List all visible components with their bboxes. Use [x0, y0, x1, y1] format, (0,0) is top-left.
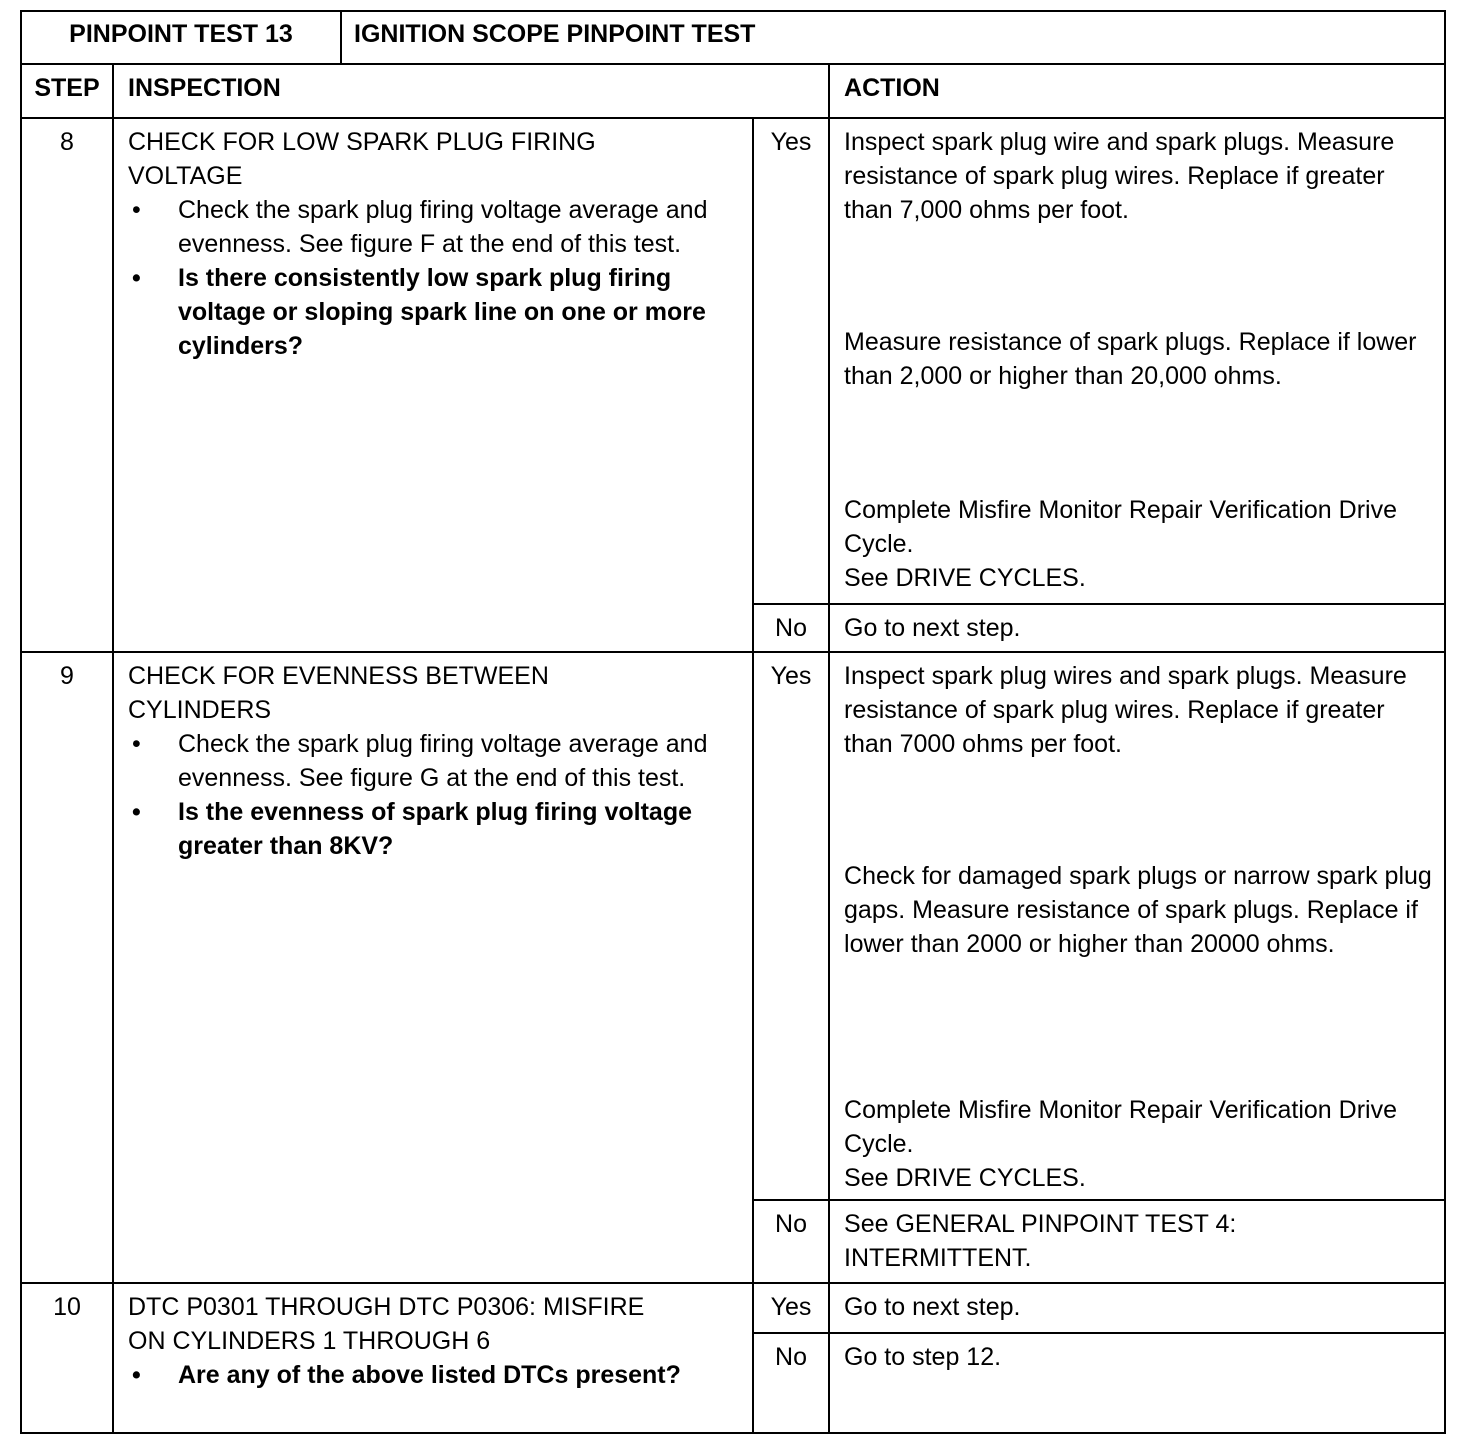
action-text: Inspect spark plug wires and spark plugs. Measure resistance of spark plug wires. Replace if greater than 7000 ohms per foot. [844, 662, 1407, 758]
step-10-yes-row [21, 1283, 1445, 1333]
inspection-heading: CHECK FOR LOW SPARK PLUG FIRING VOLTAGE [128, 128, 596, 190]
inspection-instruction: • Check the spark plug firing voltage average and evenness. See figure F at the end of this test. [128, 193, 740, 261]
column-header-row [21, 64, 1445, 118]
pinpoint-test-table [20, 10, 1446, 1434]
no-action: Go to step 12. [829, 1333, 1445, 1433]
action-text: Complete Misfire Monitor Repair Verification Drive Cycle. [844, 1096, 1397, 1158]
no-label: No [753, 1200, 829, 1283]
inspection-bullets [128, 193, 740, 363]
yes-label: Yes [753, 118, 829, 604]
test-title-cell [341, 11, 1445, 64]
inspection-question: • Is there consistently low spark plug firing voltage or sloping spark line on one or more cylinders? [128, 261, 740, 363]
yes-action-cell [829, 652, 1445, 1200]
step-8-yes-row [21, 118, 1445, 604]
action-text: Measure resistance of spark plugs. Replace if lower than 2,000 or higher than 20,000 ohms. [844, 328, 1417, 390]
pinpoint-test-sheet [20, 10, 1444, 1427]
test-number: PINPOINT TEST 13 [69, 20, 293, 48]
no-action: See GENERAL PINPOINT TEST 4: INTERMITTENT. [829, 1200, 1445, 1283]
action-reference: See DRIVE CYCLES. [844, 564, 1086, 592]
test-number-cell [21, 11, 341, 64]
no-label: No [753, 604, 829, 652]
action-text: Inspect spark plug wire and spark plugs. Measure resistance of spark plug wires. Replace if greater than 7,000 ohms per foot. [844, 128, 1395, 224]
action-text: Check for damaged spark plugs or narrow spark plug gaps. Measure resistance of spark plugs. Replace if lower than 2000 or higher than 20000 ohms. [844, 862, 1432, 958]
title-row [21, 11, 1445, 64]
yes-label: Yes [753, 1283, 829, 1333]
inspection-cell [113, 652, 753, 1283]
step-9-yes-row [21, 652, 1445, 1200]
inspection-heading: CHECK FOR EVENNESS BETWEEN CYLINDERS [128, 662, 549, 724]
step-column-header: STEP [21, 64, 113, 118]
inspection-heading: DTC P0301 THROUGH DTC P0306: MISFIRE ON CYLINDERS 1 THROUGH 6 [128, 1293, 645, 1355]
step-number: 8 [21, 118, 113, 652]
yes-label: Yes [753, 652, 829, 1200]
inspection-question: • Is the evenness of spark plug firing voltage greater than 8KV? [128, 795, 740, 863]
inspection-question: • Are any of the above listed DTCs present? [128, 1358, 740, 1392]
test-title: IGNITION SCOPE PINPOINT TEST [354, 20, 756, 48]
action-column-header: ACTION [829, 64, 1445, 118]
inspection-cell [113, 118, 753, 652]
inspection-column-header: INSPECTION [113, 64, 829, 118]
inspection-bullets [128, 727, 740, 863]
step-number: 9 [21, 652, 113, 1283]
yes-action-cell [829, 118, 1445, 604]
yes-action: Go to next step. [829, 1283, 1445, 1333]
action-reference: See DRIVE CYCLES. [844, 1164, 1086, 1192]
step-number: 10 [21, 1283, 113, 1433]
no-action: Go to next step. [829, 604, 1445, 652]
inspection-instruction: • Check the spark plug firing voltage average and evenness. See figure G at the end of this test. [128, 727, 740, 795]
no-label: No [753, 1333, 829, 1433]
action-text: Complete Misfire Monitor Repair Verification Drive Cycle. [844, 496, 1397, 558]
inspection-bullets [128, 1358, 740, 1392]
inspection-cell [113, 1283, 753, 1433]
